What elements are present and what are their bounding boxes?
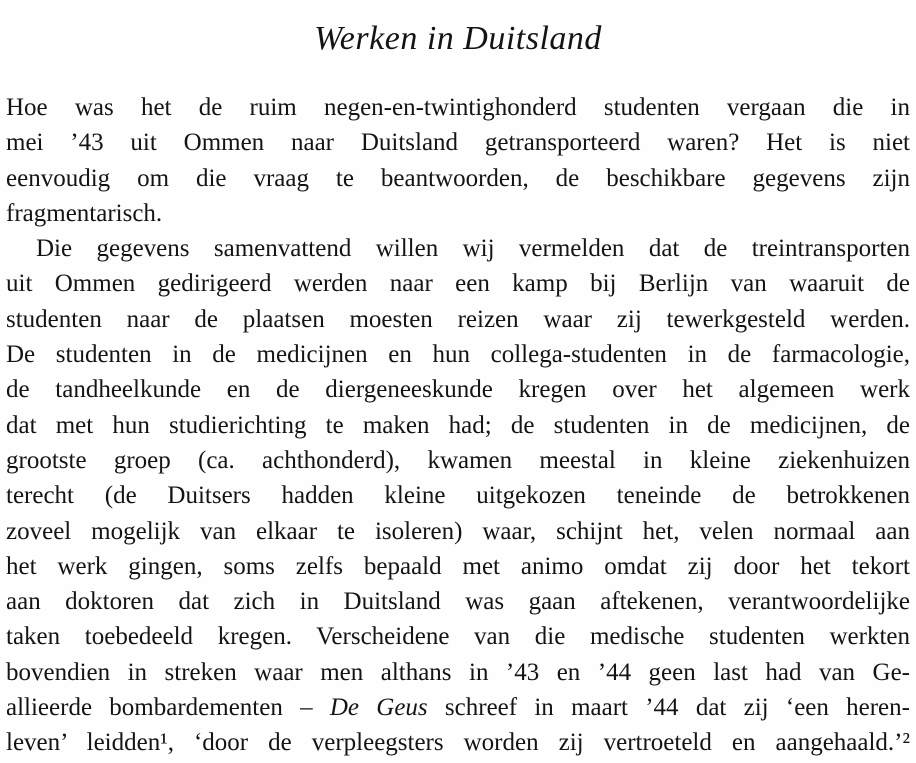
text-line-with-footnotes: leven’ leidden¹, ‘door de verpleegsters worden zij vertroeteld en aangehaald.’² <box>6 729 910 757</box>
text-line: mei ’43 uit Ommen naar Duitsland getransporteerd waren? Het is niet <box>6 129 910 157</box>
text-line: Die gegevens samenvattend willen wij vermelden dat de treintransporten <box>36 235 910 263</box>
text-line: terecht (de Duitsers hadden kleine uitgekozen teneinde de betrokkenen <box>6 482 910 510</box>
text-line: bovendien in streken waar men althans in ’43 en ’44 geen last had van Ge- <box>6 658 910 686</box>
paragraph-intro <box>6 90 910 231</box>
text-line: de tandheelkunde en de diergeneeskunde kregen over het algemeen werk <box>6 376 910 404</box>
text-line: fragmentarisch. <box>6 199 163 227</box>
text-line: grootste groep (ca. achthonderd), kwamen meestal in kleine ziekenhuizen <box>6 446 910 474</box>
text-line: De studenten in de medicijnen en hun collega-studenten in de farmacologie, <box>6 341 910 369</box>
text-line: het werk gingen, soms zelfs bepaald met animo omdat zij door het tekort <box>6 552 910 580</box>
text-line: studenten naar de plaatsen moesten reizen waar zij tewerkgesteld werden. <box>6 305 910 333</box>
text-segment: allieerde bombardementen – <box>6 694 330 722</box>
text-line: Hoe was het de ruim negen-en-twintighonderd studenten vergaan die in <box>6 94 910 121</box>
cited-publication: De Geus <box>329 694 428 722</box>
text-segment: schreef in maart ’44 dat zij ‘een heren- <box>427 694 910 722</box>
text-line: taken toebedeeld kregen. Verscheidene van die medische studenten werkten <box>6 623 910 651</box>
body-text <box>6 90 910 761</box>
text-line: dat met hun studierichting te maken had; de studenten in de medicijnen, de <box>6 411 910 439</box>
text-line: aan doktoren dat zich in Duitsland was gaan aftekenen, verantwoordelijke <box>6 588 910 616</box>
text-line: uit Ommen gedirigeerd werden naar een kamp bij Berlijn van waaruit de <box>6 270 910 298</box>
paragraph-main <box>6 231 910 760</box>
text-line-with-citation <box>6 690 910 725</box>
text-line: zoveel mogelijk van elkaar te isoleren) waar, schijnt het, velen normaal aan <box>6 517 910 545</box>
page-title: Werken in Duitsland <box>314 20 602 57</box>
text-line: eenvoudig om die vraag te beantwoorden, de beschikbare gegevens zijn <box>6 164 910 192</box>
